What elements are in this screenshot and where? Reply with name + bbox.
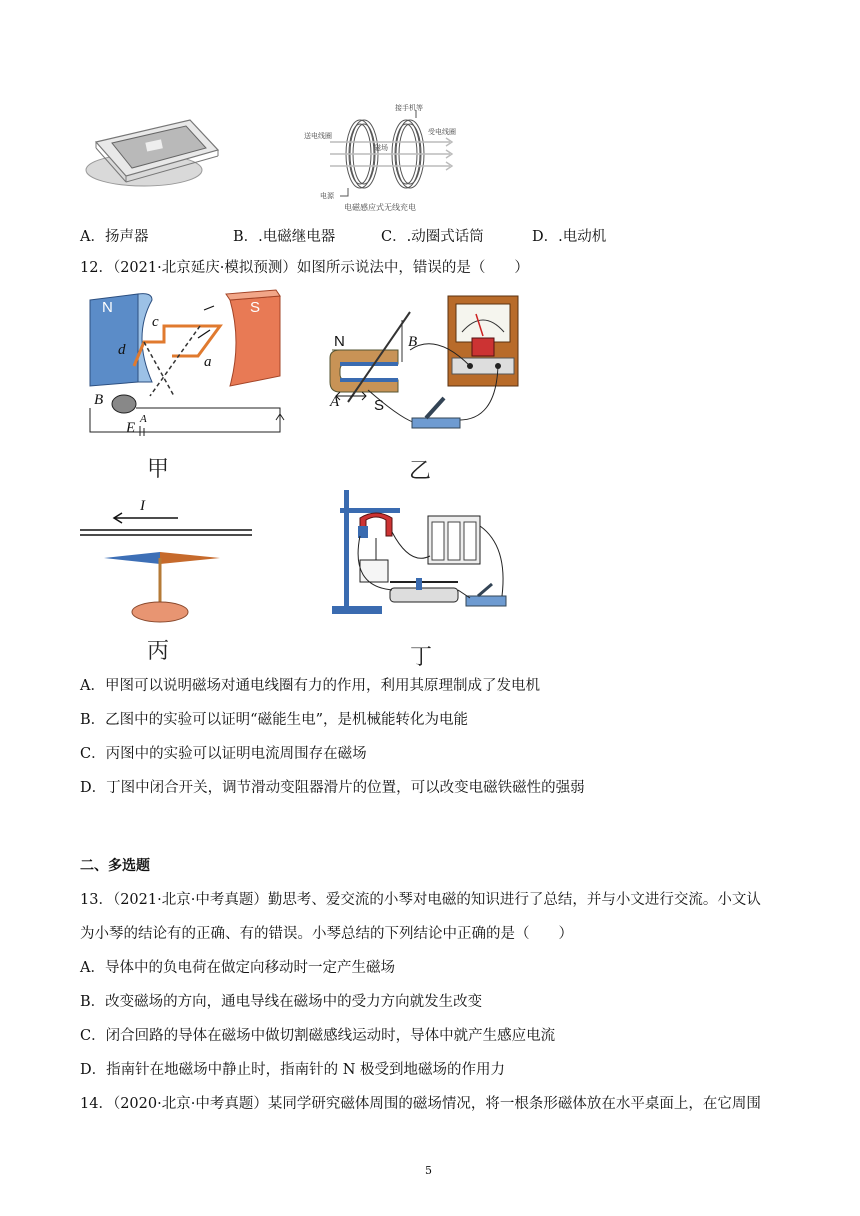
figure-jia-caption: 甲: [147, 457, 170, 482]
q12-stem: 12．（2021·北京延庆·模拟预测）如图所示说法中，错误的是（ ）: [80, 260, 529, 276]
q11-option-d: D．.电动机: [532, 229, 607, 245]
q12-option-c: C．丙图中的实验可以证明电流周围存在磁场: [80, 746, 367, 762]
svg-text:c: c: [152, 314, 159, 330]
q13-stem-line1: 13．（2021·北京·中考真题）勤思考、爱交流的小琴对电磁的知识进行了总结，并与小文进行交流。小文认: [80, 892, 761, 908]
figure-ding-electromagnet: [330, 486, 512, 622]
svg-text:A: A: [140, 413, 147, 425]
q12-option-b: B．乙图中的实验可以证明“磁能生电”，是机械能转化为电能: [80, 712, 468, 728]
figure-ding-caption: 丁: [410, 645, 433, 670]
q11-option-a: A．扬声器: [80, 229, 149, 245]
svg-text:送电线圈: 送电线圈: [304, 132, 332, 140]
svg-text:E: E: [126, 420, 136, 436]
svg-text:N: N: [102, 299, 113, 316]
q11-option-b: B．.电磁继电器: [233, 229, 336, 245]
phone-charger-figure: [82, 110, 222, 190]
svg-text:电源: 电源: [320, 192, 334, 200]
svg-text:S: S: [250, 299, 261, 316]
figure-yi-caption: 乙: [409, 459, 432, 484]
q11-option-c: C．.动圈式话筒: [381, 229, 484, 245]
svg-text:I: I: [140, 498, 145, 514]
figure-yi-induction: [326, 292, 526, 438]
q13-option-a: A．导体中的负电荷在做定向移动时一定产生磁场: [80, 960, 395, 976]
figure-bing-oersted: [80, 492, 260, 626]
q12-option-a: A．甲图可以说明磁场对通电线圈有力的作用，利用其原理制成了发电机: [80, 678, 540, 694]
svg-text:N: N: [334, 333, 345, 350]
q14-stem-line1: 14．（2020·北京·中考真题）某同学研究磁体周围的磁场情况，将一根条形磁体放在水平桌面上，在它周围: [80, 1096, 761, 1112]
figure-bing-caption: 丙: [147, 639, 170, 664]
page-number: 5: [425, 1164, 432, 1177]
q12-option-d: D．丁图中闭合开关，调节滑动变阻器滑片的位置，可以改变电磁铁磁性的强弱: [80, 780, 585, 796]
svg-text:受电线圈: 受电线圈: [428, 128, 456, 136]
svg-text:S: S: [374, 397, 385, 414]
q13-option-b: B．改变磁场的方向，通电导线在磁场中的受力方向就发生改变: [80, 994, 483, 1010]
q13-option-d: D．指南针在地磁场中静止时，指南针的 N 极受到地磁场的作用力: [80, 1062, 506, 1078]
q13-stem-line2: 为小琴的结论有的正确、有的错误。小琴总结的下列结论中正确的是（ ）: [80, 926, 573, 942]
wireless-charging-coils-figure: [300, 102, 470, 214]
svg-text:a: a: [204, 354, 212, 370]
svg-text:接手机等: 接手机等: [395, 104, 423, 112]
svg-text:电磁感应式无线充电: 电磁感应式无线充电: [344, 203, 416, 212]
figure-jia-motor-coil: [80, 286, 290, 436]
svg-text:B: B: [94, 392, 104, 408]
q13-option-c: C．闭合回路的导体在磁场中做切割磁感线运动时，导体中就产生感应电流: [80, 1028, 556, 1044]
svg-text:d: d: [118, 342, 126, 358]
svg-text:磁场: 磁场: [374, 144, 388, 152]
svg-text:A: A: [330, 394, 340, 410]
section-title: 二、多选题: [80, 858, 150, 874]
svg-text:B: B: [408, 334, 418, 350]
